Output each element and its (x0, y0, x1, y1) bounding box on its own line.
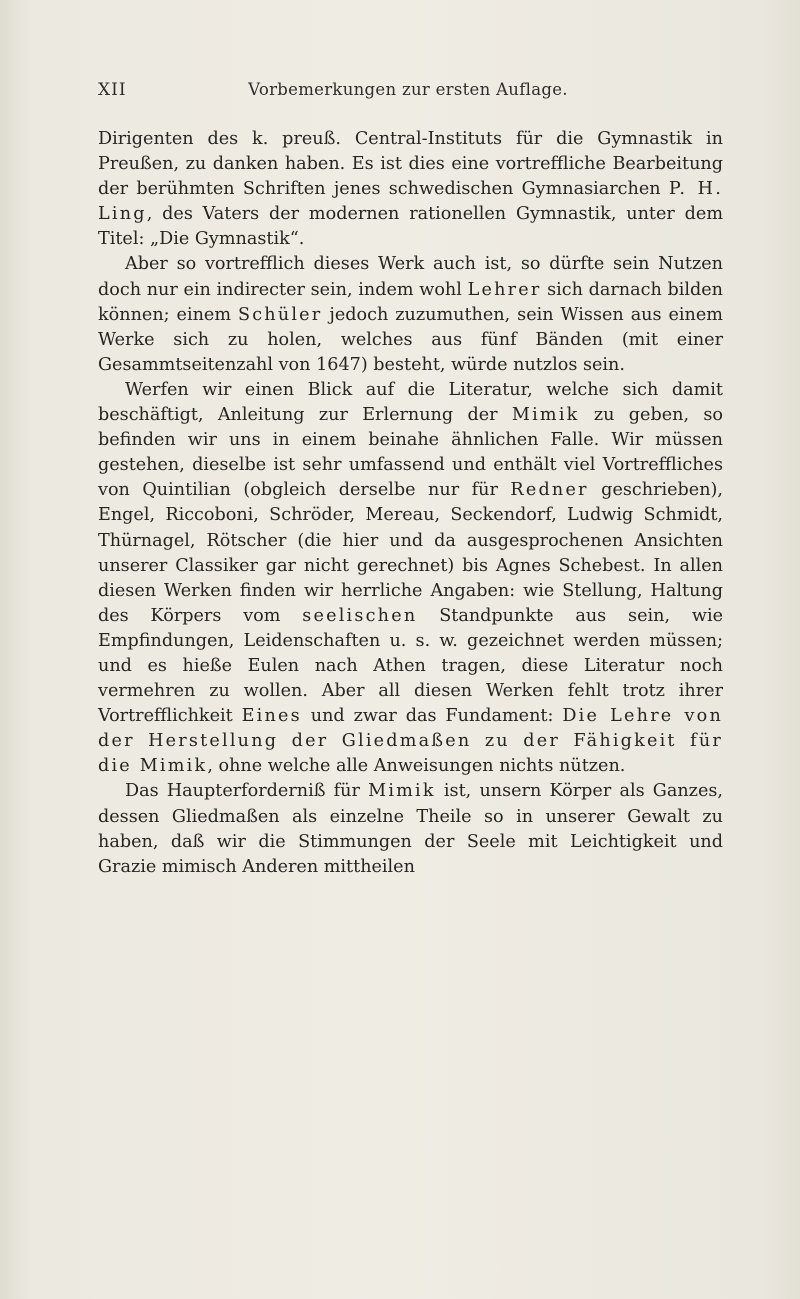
text-run: und zwar das Fundament: (301, 706, 563, 727)
emphasized-word: Eines (241, 706, 302, 727)
emphasized-word: Lehrer (467, 279, 542, 300)
text-run: Standpunkte aus sein, wie Empfindungen, Leidenschaften u. s. w. gezeichnet werden müssen; und es hieße Eulen nach Athen tragen, diese Literatur noch vermehren zu wollen. Aber all diesen Werken fehlt trotz ihrer Vortrefflichkeit (98, 605, 723, 727)
body-text (98, 127, 723, 880)
emphasized-word: Redner (510, 480, 589, 501)
emphasized-name: P. H. Ling (98, 179, 723, 225)
text-run: ist, unsern Körper als Ganzes, dessen Gliedmaßen als einzelne Theile so in unserer Gewalt zu haben, daß wir die Stimmungen der Seele mit Leichtigkeit und Grazie mimisch Anderen mittheilen (98, 781, 723, 877)
page-header (98, 80, 718, 110)
running-title: Vorbemerkungen zur ersten Auflage. (248, 80, 568, 99)
emphasized-word: Mimik (511, 405, 580, 426)
emphasized-word: seelischen (302, 605, 418, 626)
paragraph-4 (98, 779, 723, 879)
emphasized-word: Schüler (237, 304, 323, 325)
text-run: jedoch zuzumuthen, sein Wissen aus einem Werke sich zu holen, welches aus fünf Bänden (mit einer Gesammtseitenzahl von 1647) besteht, würde nutzlos sein. (98, 304, 723, 375)
paragraph-3 (98, 378, 723, 780)
text-run: Das Haupterforderniß für (125, 781, 369, 802)
page-number: XII (98, 80, 127, 100)
text-run: Werfen wir einen Blick auf die Literatur, welche sich damit beschäftigt, Anleitung zur Erlernung der (98, 379, 723, 426)
text-run: zu geben, so befinden wir uns in einem beinahe ähnlichen Falle. Wir müssen gestehen, dieselbe ist sehr umfassend und enthält viel Vortreffliches von Quintilian (obgleich derselbe nur für (98, 405, 723, 501)
emphasized-word: Mimik (368, 781, 436, 802)
text-run: sich darnach bilden können; einem (98, 279, 724, 325)
text-run: , des Vaters der modernen rationellen Gymnastik, unter dem Titel: „Die Gymnastik“. (98, 204, 723, 250)
text-run: geschrieben), Engel, Riccoboni, Schröder, Mereau, Seckendorf, Ludwig Schmidt, Thürnagel, Rötscher (die hier und da ausgesprochenen Ansichten unserer Classiker gar nicht gerechnet) bis Agnes Schebest. In allen diesen Werken finden wir herrliche Angaben: wie Stellung, Haltung des Körpers vom (98, 480, 723, 626)
text-run: , ohne welche alle Anweisungen nichts nützen. (207, 756, 626, 777)
text-run: Dirigenten des k. preuß. Central-Instituts für die Gymnastik in Preußen, zu danken haben. Es ist dies eine vortreffliche Bearbeitung der berühmten Schriften jenes schwedischen Gymnasiarchen (98, 129, 723, 200)
paragraph-2 (98, 252, 723, 377)
paragraph-1 (98, 127, 723, 252)
text-run: Aber so vortrefflich dieses Werk auch ist, so dürfte sein Nutzen doch nur ein indirecter sein, indem wohl (98, 254, 723, 300)
emphasized-phrase: Die Lehre von der Herstellung der Gliedmaßen zu der Fähigkeit für die Mimik (98, 706, 723, 777)
